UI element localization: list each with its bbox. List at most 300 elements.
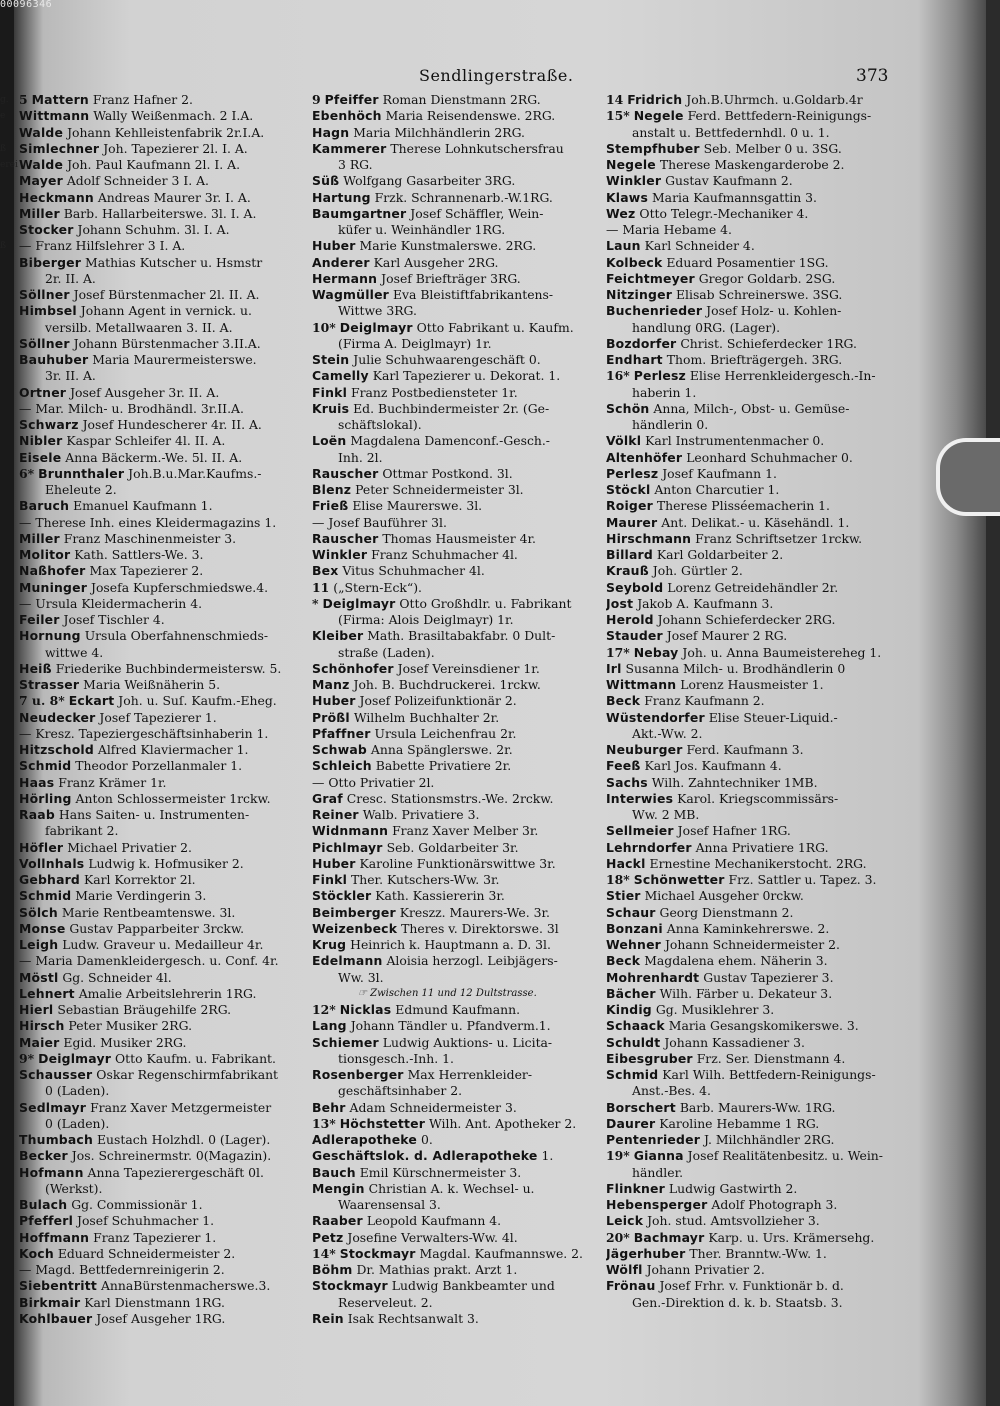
resident-details: Joh. Gürtler 2.: [652, 563, 743, 579]
resident-details: Wolfgang Gasarbeiter 3RG.: [343, 173, 516, 189]
resident-details: Aloisia herzogl. Leibjägers-: [386, 953, 558, 969]
entry-continuation: tionsgesch.-Inh. 1.: [338, 1050, 454, 1066]
entry-continuation: 3 RG.: [338, 157, 373, 172]
directory-entry: [19, 970, 311, 986]
resident-details: Therese Maskengarderobe 2.: [659, 157, 845, 172]
resident-name: Hoffmann: [19, 1229, 90, 1245]
directory-entry: [606, 921, 908, 937]
resident-details: Gg. Commissionär 1.: [71, 1197, 203, 1212]
edge-note: [0, 287, 18, 303]
directory-entry: [312, 937, 612, 953]
directory-entry: [606, 710, 908, 726]
directory-entry: [312, 953, 612, 969]
resident-details: Magdalena Damenconf.-Gesch.-: [350, 433, 550, 449]
resident-details: Ursula Leichenfrau 2r.: [374, 725, 517, 741]
directory-entry: [19, 986, 311, 1002]
directory-entry: [606, 108, 908, 124]
resident-name: Söllner: [19, 287, 70, 302]
resident-details: Karp. u. Urs. Krämersehg.: [708, 1229, 875, 1245]
entry-continuation: (Firma: Alois Deiglmayr) 1r.: [338, 612, 514, 627]
resident-name: Pfefferl: [19, 1213, 74, 1229]
directory-entry: [606, 645, 908, 661]
resident-name: Mattern: [31, 92, 89, 107]
resident-details: Wally Weißenmach. 2 I.A.: [93, 108, 254, 124]
edge-note: [0, 580, 18, 596]
directory-entry: [312, 385, 612, 401]
resident-name: Baruch: [19, 498, 70, 514]
resident-details: Maria Kaufmannsgattin 3.: [652, 189, 817, 205]
directory-entry: [312, 1035, 612, 1051]
resident-name: Nitzinger: [606, 287, 673, 302]
directory-entry: [312, 710, 612, 726]
resident-details: Josef Tischler 4.: [63, 612, 165, 627]
house-number: 16*: [606, 368, 630, 384]
resident-name: Kolbeck: [606, 254, 663, 270]
edge-note: [0, 612, 18, 628]
resident-name: Heiß: [19, 660, 52, 676]
resident-name: Huber: [312, 238, 356, 254]
resident-details: Therese Plisséemacherin 1.: [656, 498, 830, 514]
directory-entry: [19, 775, 311, 791]
resident-details: Franz Krämer 1r.: [58, 774, 167, 790]
edge-note: [0, 661, 18, 677]
resident-details: Anton Charcutier 1.: [654, 482, 780, 497]
directory-entry: [19, 888, 311, 904]
resident-details: Max Herrenkleider-: [407, 1067, 533, 1082]
directory-entry: [312, 320, 612, 336]
resident-details: Emanuel Kaufmann 1.: [73, 498, 213, 514]
resident-name: Stein: [312, 352, 350, 367]
directory-entry: [606, 1067, 908, 1083]
directory-entry: [312, 1148, 612, 1164]
directory-entry: [312, 190, 612, 206]
resident-details: Hans Saiten- u. Instrumenten-: [58, 807, 250, 822]
edge-note: g.: [0, 95, 9, 105]
resident-name: Krug: [312, 937, 347, 952]
resident-name: Negele: [606, 157, 656, 172]
resident-name: Schaur: [606, 904, 656, 920]
entry-continuation: straße (Laden).: [338, 644, 435, 660]
directory-entry: [19, 1148, 311, 1164]
resident-name: Schwab: [312, 742, 367, 757]
resident-name: Thumbach: [19, 1132, 94, 1147]
directory-entry: [606, 1018, 908, 1034]
entry-continuation: Waarensensal 3.: [338, 1197, 441, 1212]
resident-details: Ludwig Auktions- u. Licita-: [382, 1034, 553, 1050]
directory-entry: [606, 693, 908, 709]
directory-entry: [606, 531, 908, 547]
resident-details: Karl Ausgeher 2RG.: [373, 254, 499, 270]
directory-entry: [312, 1213, 612, 1229]
entry-continuation: fabrikant 2.: [45, 823, 119, 839]
entry-continuation: handlung 0RG. (Lager).: [632, 319, 781, 335]
directory-entry: [312, 401, 612, 417]
resident-name: Rauscher: [312, 465, 379, 481]
resident-details: Josef Maurer 2 RG.: [666, 628, 788, 644]
resident-details: Anna Privatiere 1RG.: [695, 839, 829, 855]
directory-entry: [19, 417, 311, 433]
edge-note: ß: [0, 241, 7, 252]
directory-entry: [312, 791, 612, 807]
edge-note: [0, 515, 18, 531]
resident-name: Beimberger: [312, 904, 396, 920]
binder-tab-icon: [936, 438, 1000, 516]
edge-note: [0, 255, 18, 271]
directory-entry: [606, 661, 908, 677]
resident-details: Wilh. Färber u. Dekateur 3.: [659, 985, 833, 1001]
edge-note: [0, 271, 18, 287]
resident-details: Barb. Hallarbeiterswe. 3l. I. A.: [63, 205, 257, 221]
directory-entry: [312, 1262, 612, 1278]
directory-entry: [19, 1262, 311, 1278]
resident-details: Georg Dienstmann 2.: [659, 904, 794, 920]
resident-details: Maria Maurermeisterswe.: [92, 352, 257, 367]
resident-details: Elisab Schreinerswe. 3SG.: [675, 287, 843, 302]
directory-entry: [19, 856, 311, 872]
resident-name: Interwies: [606, 790, 674, 806]
edge-note: [0, 222, 18, 238]
entry-continuation: schäftslokal).: [338, 417, 422, 432]
resident-name: Schmid: [19, 758, 72, 774]
resident-name: Prößl: [312, 709, 350, 725]
resident-name: Koch: [19, 1245, 54, 1261]
directory-entry: [606, 872, 908, 888]
resident-details: Josefine Verwalters-Ww. 4l.: [347, 1229, 518, 1245]
resident-details: — Maria Damenkleidergesch. u. Conf. 4r.: [19, 953, 279, 969]
directory-entry: [312, 271, 612, 287]
resident-name: Raaber: [312, 1213, 363, 1229]
resident-name: Schleich: [312, 758, 372, 774]
directory-entry: [19, 1213, 311, 1229]
resident-details: Karol. Kriegscommissärs-: [677, 790, 839, 806]
adjacent-page-edge-notes: [0, 92, 18, 677]
directory-entry: [606, 1213, 908, 1229]
resident-name: Gebhard: [19, 872, 81, 887]
directory-entry: [312, 726, 612, 742]
house-number: 19*: [606, 1148, 630, 1164]
directory-entry: [312, 775, 612, 791]
resident-name: Wüstendorfer: [606, 709, 705, 725]
resident-name: Hagn: [312, 124, 350, 140]
edge-note: [0, 645, 18, 661]
resident-details: Josef Tapezierer 1.: [99, 709, 217, 725]
directory-entry: [19, 1018, 311, 1034]
edge-note: [0, 433, 18, 449]
resident-name: Schwarz: [19, 417, 79, 432]
directory-entry: [606, 157, 908, 173]
resident-name: Seybold: [606, 579, 664, 595]
directory-entry: [19, 661, 311, 677]
resident-name: Mohrenhardt: [606, 969, 700, 985]
resident-details: Josef Ausgeher 3r. II. A.: [70, 384, 220, 400]
directory-entry: [606, 173, 908, 189]
resident-name: Völkl: [606, 433, 642, 449]
resident-details: Andreas Maurer 3r. I. A.: [97, 189, 251, 205]
resident-details: Ferd. Bettfedern-Reinigungs-: [687, 108, 872, 124]
entry-continuation: Wittwe 3RG.: [338, 303, 417, 319]
resident-details: Isak Rechtsanwalt 3.: [347, 1310, 479, 1326]
resident-name: Blenz: [312, 482, 352, 497]
directory-entry: [19, 1051, 311, 1067]
resident-name: Höfler: [19, 839, 64, 855]
resident-details: Johann Agent in vernick. u.: [80, 303, 252, 319]
resident-details: Joh. stud. Amtsvollzieher 3.: [647, 1213, 820, 1229]
directory-entry: [19, 596, 311, 612]
directory-entry: [19, 255, 311, 271]
resident-details: Maria Gesangskomikerswe. 3.: [668, 1018, 859, 1034]
resident-name: Raab: [19, 807, 55, 822]
resident-details: Vitus Schuhmacher 4l.: [342, 563, 485, 579]
resident-name: Wez: [606, 205, 636, 221]
entry-continuation: 3r. II. A.: [45, 368, 96, 384]
resident-name: Anderer: [312, 254, 370, 270]
resident-name: Manz: [312, 677, 350, 692]
resident-details: Wilh. Zahntechniker 1MB.: [651, 774, 818, 790]
house-number: 20*: [606, 1229, 630, 1245]
resident-details: Barb. Maurers-Ww. 1RG.: [679, 1099, 836, 1115]
resident-details: Josef Bürstenmacher 2l. II. A.: [73, 287, 260, 302]
edge-note: [0, 563, 18, 579]
resident-name: Feiler: [19, 612, 60, 627]
house-number: 12*: [312, 1002, 336, 1017]
entry-continuation: Reserveleut. 2.: [338, 1294, 433, 1310]
resident-name: Leigh: [19, 937, 59, 952]
directory-entry: [19, 921, 311, 937]
resident-name: Hirschmann: [606, 530, 692, 546]
resident-details: Ludw. Graveur u. Medailleur 4r.: [62, 937, 264, 952]
resident-name: Schiemer: [312, 1034, 379, 1050]
resident-name: Kindig: [606, 1002, 652, 1017]
resident-name: Winkler: [606, 173, 662, 189]
resident-name: Nibler: [19, 433, 63, 449]
directory-entry: [312, 693, 612, 709]
directory-entry: [19, 222, 311, 238]
resident-name: Bonzani: [606, 920, 663, 936]
resident-details: Walb. Privatiere 3.: [362, 807, 480, 822]
directory-entry: [312, 141, 612, 157]
resident-details: Magdal. Kaufmannswe. 2.: [419, 1245, 583, 1261]
resident-details: Gustav Papparbeiter 3rckw.: [69, 920, 245, 936]
directory-entry: [312, 677, 612, 693]
directory-entry: [19, 336, 311, 352]
directory-entry: [606, 368, 908, 384]
edge-note: [0, 352, 18, 368]
directory-entry: [19, 287, 311, 303]
directory-entry: [19, 547, 311, 563]
directory-entry: [19, 840, 311, 856]
entry-continuation: haberin 1.: [632, 384, 697, 400]
entry-continuation: Eheleute 2.: [45, 482, 117, 497]
resident-name: Vollnhals: [19, 855, 85, 871]
house-number: 13*: [312, 1115, 336, 1131]
edge-note: [0, 125, 18, 141]
resident-name: Rauscher: [312, 530, 379, 546]
entry-continuation: 2r. II. A.: [45, 270, 96, 286]
resident-name: Deiglmayr: [322, 595, 396, 611]
directory-entry: [19, 141, 311, 157]
resident-details: Eva Bleistiftfabrikantens-: [392, 287, 554, 302]
resident-name: Frieß: [312, 498, 349, 514]
resident-name: Baumgartner: [312, 205, 407, 221]
entry-continuation: Ww. 3l.: [338, 969, 384, 985]
resident-name: Stempfhuber: [606, 140, 700, 156]
resident-details: Johann Schieferdecker 2RG.: [657, 612, 836, 627]
directory-entry: [19, 352, 311, 368]
resident-name: Sachs: [606, 774, 648, 790]
directory-entry: [19, 1132, 311, 1148]
resident-name: Deiglmayr: [339, 319, 413, 335]
directory-entry: [19, 872, 311, 888]
resident-details: Josef Schäffler, Wein-: [410, 205, 544, 221]
directory-entry: [19, 1035, 311, 1051]
directory-entry: [606, 450, 908, 466]
directory-entry: [606, 238, 908, 254]
resident-details: Cresc. Stationsmstrs.-We. 2rckw.: [346, 790, 554, 806]
resident-name: Birkmair: [19, 1294, 81, 1310]
resident-details: Gg. Musiklehrer 3.: [655, 1002, 775, 1017]
resident-details: Edmund Kaufmann.: [395, 1002, 521, 1017]
directory-entry: [606, 742, 908, 758]
resident-details: Magdalena ehem. Näherin 3.: [644, 953, 828, 969]
resident-name: Hornung: [19, 628, 81, 644]
resident-name: Schaack: [606, 1018, 665, 1034]
resident-details: Otto Telegr.-Mechaniker 4.: [639, 205, 809, 221]
resident-details: Johann Kassadiener 3.: [664, 1034, 805, 1050]
resident-name: Fridrich: [627, 92, 683, 107]
resident-details: Otto Fabrikant u. Kaufm.: [416, 319, 574, 335]
resident-name: Reiner: [312, 807, 359, 822]
directory-entry: [19, 1100, 311, 1116]
directory-entry: [312, 287, 612, 303]
directory-entry: [312, 92, 612, 108]
resident-details: Franz Tapezierer 1.: [93, 1229, 217, 1245]
directory-entry: [312, 742, 612, 758]
resident-details: Mathias Kutscher u. Hsmstr: [85, 254, 263, 270]
column-3: [606, 92, 908, 1311]
resident-name: Bulach: [19, 1197, 68, 1212]
directory-entry: [19, 1295, 311, 1311]
resident-details: Seb. Goldarbeiter 3r.: [386, 839, 519, 855]
directory-entry: [19, 1230, 311, 1246]
resident-details: Josef Ausgeher 1RG.: [96, 1310, 226, 1326]
resident-name: Biberger: [19, 254, 82, 270]
resident-details: Anna Tapezierergeschäft 0l.: [87, 1164, 264, 1180]
resident-name: Stockmayr: [339, 1245, 416, 1261]
resident-details: — Magd. Bettfedernreinigerin 2.: [19, 1262, 225, 1277]
directory-entry: [19, 953, 311, 969]
directory-entry: [312, 173, 612, 189]
resident-name: Wölfl: [606, 1262, 643, 1277]
resident-name: Mayer: [19, 173, 63, 189]
resident-details: Josef Realitätenbesitz. u. Wein-: [687, 1148, 883, 1164]
entry-continuation: händlerin 0.: [632, 417, 709, 432]
directory-entry: [606, 563, 908, 579]
resident-details: Ludwig Gastwirth 2.: [668, 1180, 798, 1196]
directory-entry: [606, 1035, 908, 1051]
resident-details: Thom. Briefträgergeh. 3RG.: [666, 352, 843, 367]
resident-details: Leopold Kaufmann 4.: [366, 1213, 502, 1229]
resident-name: Bozdorfer: [606, 335, 677, 351]
resident-name: Leick: [606, 1213, 644, 1229]
directory-entry: [606, 1181, 908, 1197]
resident-details: Elise Maurerswe. 3l.: [352, 498, 483, 514]
resident-details: Thomas Hausmeister 4r.: [382, 530, 536, 546]
resident-name: Pichlmayr: [312, 839, 383, 855]
resident-details: Anna Spänglerswe. 2r.: [370, 742, 513, 757]
page-number: 373: [856, 66, 889, 86]
directory-entry: [312, 1278, 612, 1294]
resident-details: Franz Xaver Melber 3r.: [392, 823, 539, 839]
directory-entry: [606, 92, 908, 108]
resident-name: Jägerhuber: [606, 1245, 686, 1261]
resident-details: Frzk. Schrannenarb.-W.1RG.: [374, 189, 553, 205]
resident-name: Jost: [606, 595, 634, 611]
directory-entry: [606, 1100, 908, 1116]
resident-name: Feeß: [606, 758, 641, 774]
resident-details: Josef Kaufmann 1.: [662, 465, 777, 481]
resident-name: Irl: [606, 660, 622, 676]
entry-continuation: händler.: [632, 1164, 684, 1180]
resident-name: Winkler: [312, 547, 368, 562]
resident-details: Josef Holz- u. Kohlen-: [706, 303, 842, 319]
edge-note: [0, 628, 18, 644]
resident-name: Walde: [19, 124, 64, 140]
directory-entry: [606, 222, 908, 238]
resident-name: Pfaffner: [312, 725, 371, 741]
directory-entry: [606, 596, 908, 612]
resident-name: Altenhöfer: [606, 449, 683, 465]
directory-entry: [606, 1230, 908, 1246]
resident-details: Anton Schlossermeister 1rckw.: [75, 790, 271, 806]
resident-name: Hirsch: [19, 1018, 65, 1034]
directory-entry: [19, 791, 311, 807]
directory-entry: [606, 823, 908, 839]
directory-entry: [19, 515, 311, 531]
resident-details: Joh. u. Anna Baumeistereheg 1.: [682, 644, 882, 660]
directory-entry: [19, 937, 311, 953]
resident-details: Lorenz Getreidehändler 2r.: [667, 579, 839, 595]
resident-name: Laun: [606, 238, 641, 254]
directory-entry: [606, 1246, 908, 1262]
resident-details: Julie Schuhwaarengeschäft 0.: [353, 352, 541, 367]
resident-details: („Stern-Eck“).: [333, 579, 422, 595]
resident-details: Joh. B. Buchdruckerei. 1rckw.: [353, 677, 541, 692]
resident-details: Franz Hafner 2.: [92, 92, 193, 107]
resident-name: Muninger: [19, 579, 88, 595]
resident-details: Michael Privatier 2.: [67, 839, 192, 855]
resident-name: Billard: [606, 547, 653, 562]
edge-note: [0, 190, 18, 206]
resident-name: Hitzschold: [19, 742, 94, 757]
resident-details: Gregor Goldarb. 2SG.: [698, 270, 836, 286]
edge-note: [0, 173, 18, 189]
directory-entry: [19, 1002, 311, 1018]
directory-entry: [606, 1278, 908, 1294]
resident-details: Franz Maschinenmeister 3.: [63, 530, 237, 546]
resident-details: Jos. Schreinermstr. 0(Magazin).: [71, 1148, 272, 1164]
resident-name: Huber: [312, 855, 356, 871]
resident-details: Otto Kaufm. u. Fabrikant.: [115, 1050, 276, 1066]
resident-name: Sedlmayr: [19, 1099, 87, 1115]
resident-name: Kohlbauer: [19, 1310, 93, 1326]
resident-name: Graf: [312, 790, 343, 806]
edge-note: [0, 547, 18, 563]
resident-name: Walde: [19, 157, 64, 172]
directory-entry: [312, 580, 612, 596]
resident-name: Hörling: [19, 790, 72, 806]
directory-entry: [606, 791, 908, 807]
resident-details: Wilhelm Buchhalter 2r.: [353, 709, 500, 725]
